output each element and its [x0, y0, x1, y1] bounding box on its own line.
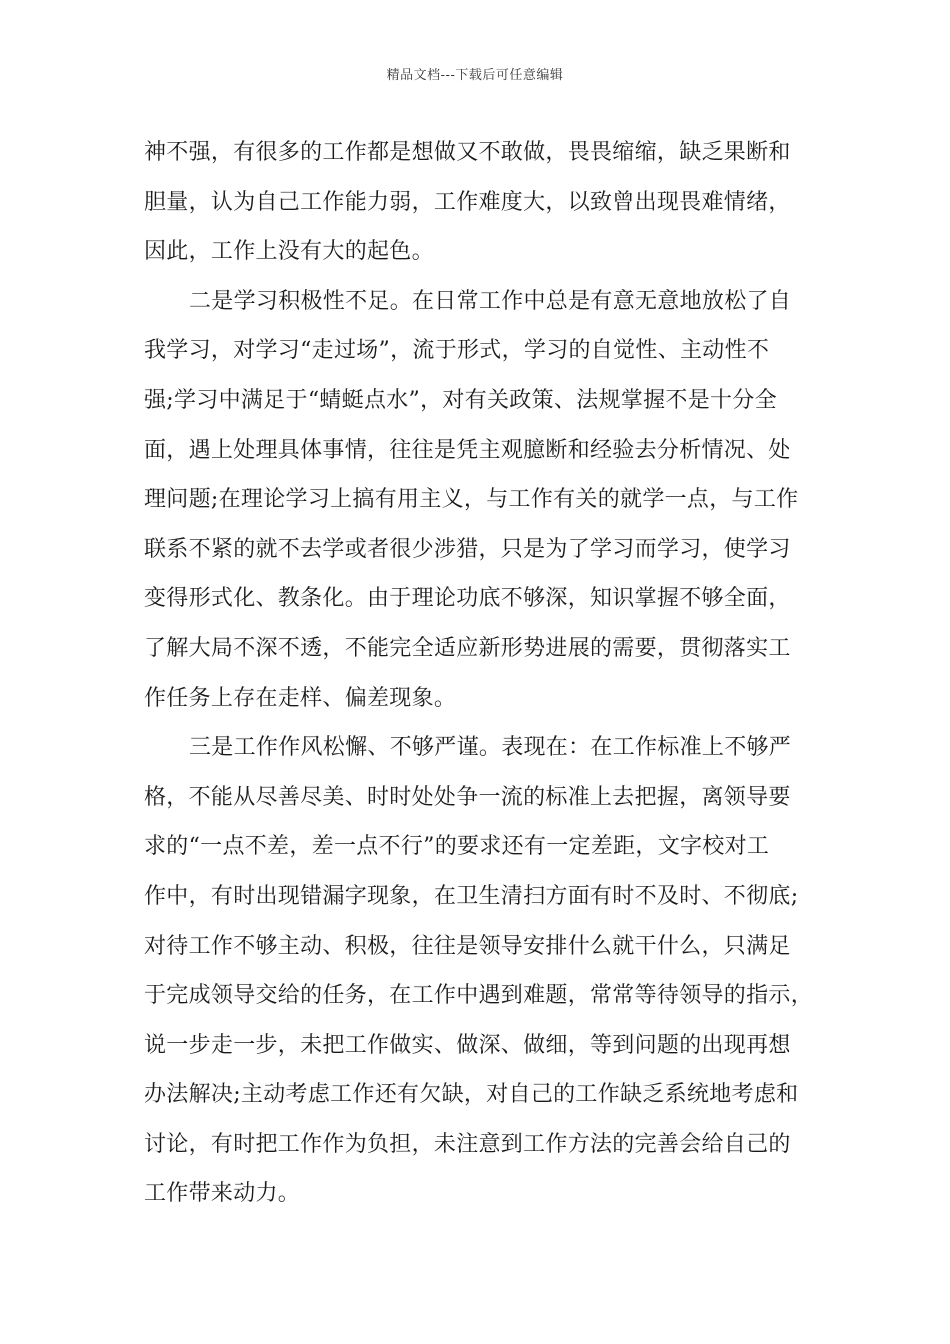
- paragraph-1: [144, 128, 808, 277]
- text-line: 办法解决;主动考虑工作还有欠缺，对自己的工作缺乏系统地考虑和: [144, 1082, 799, 1108]
- text-line: 变得形式化、教条化。由于理论功底不够深，知识掌握不够全面，: [144, 586, 791, 612]
- text-line: 讨论，有时把工作作为负担，未注意到工作方法的完善会给自己的: [144, 1131, 791, 1157]
- text-line: 格，不能从尽善尽美、时时处处争一流的标准上去把握，离领导要: [144, 784, 791, 810]
- text-line: 于完成领导交给的任务，在工作中遇到难题，常常等待领导的指示，: [144, 983, 814, 1009]
- text-line: 强;学习中满足于“蜻蜓点水”，对有关政策、法规掌握不是十分全: [144, 387, 777, 413]
- text-line: 三是工作作风松懈、不够严谨。表现在：在工作标准上不够严: [189, 735, 792, 761]
- text-line: 作任务上存在走样、偏差现象。: [144, 685, 457, 711]
- document-body: [144, 128, 814, 1219]
- text-line: 因此，工作上没有大的起色。: [144, 239, 434, 265]
- text-line: 联系不紧的就不去学或者很少涉猎，只是为了学习而学习，使学习: [144, 536, 791, 562]
- text-line: 对待工作不够主动、积极，往往是领导安排什么就干什么，只满足: [144, 933, 791, 959]
- text-line: 说一步走一步，未把工作做实、做深、做细，等到问题的出现再想: [144, 1032, 791, 1058]
- paragraph-3: [144, 723, 814, 1219]
- text-line: 作中，有时出现错漏字现象，在卫生清扫方面有时不及时、不彻底;: [144, 883, 799, 909]
- text-line: 神不强，有很多的工作都是想做又不敢做，畏畏缩缩，缺乏果断和: [144, 140, 791, 165]
- paragraph-2: [144, 277, 808, 723]
- text-line: 二是学习积极性不足。在日常工作中总是有意无意地放松了自: [189, 288, 792, 314]
- text-line: 面，遇上处理具体事情，往往是凭主观臆断和经验去分析情况、处: [144, 437, 791, 463]
- text-line: 胆量，认为自己工作能力弱，工作难度大，以致曾出现畏难情绪，: [144, 189, 791, 215]
- text-line: 求的“一点不差，差一点不行”的要求还有一定差距，文字校对工: [144, 834, 770, 860]
- text-line: 了解大局不深不透，不能完全适应新形势进展的需要，贯彻落实工: [144, 635, 791, 661]
- text-line: 我学习，对学习“走过场”，流于形式，学习的自觉性、主动性不: [144, 338, 770, 364]
- text-line: 理问题;在理论学习上搞有用主义，与工作有关的就学一点，与工作: [144, 487, 799, 513]
- text-line: 工作带来动力。: [144, 1181, 301, 1207]
- page-header: 精品文档---下载后可任意编辑: [386, 68, 564, 83]
